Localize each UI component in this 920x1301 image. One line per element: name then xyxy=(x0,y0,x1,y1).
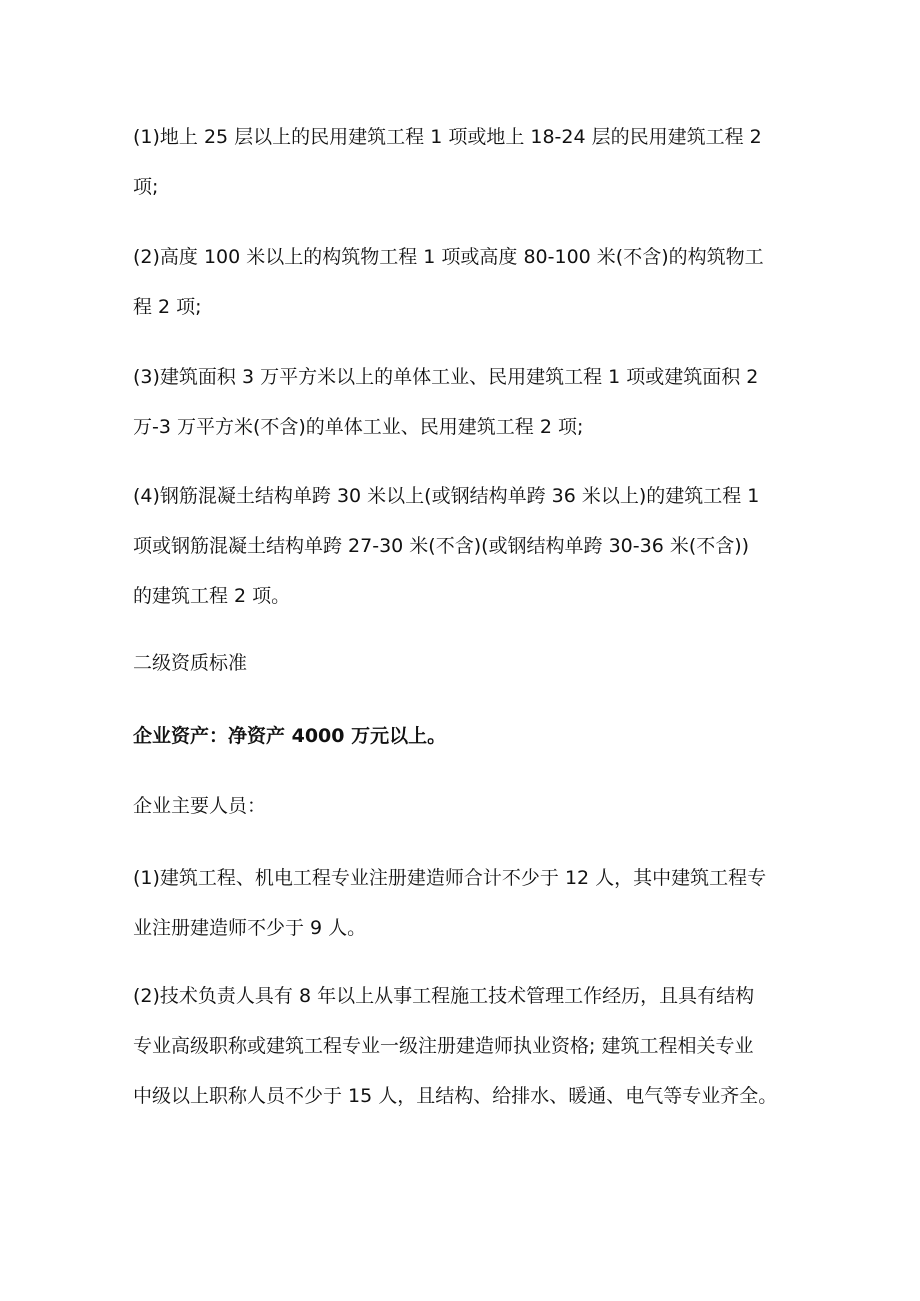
text-line: 中级以上职称人员不少于 15 人，且结构、给排水、暖通、电气等专业齐全。 xyxy=(133,1085,778,1107)
text-line: 二级资质标准 xyxy=(133,652,248,674)
section-heading xyxy=(133,638,247,688)
text-line: (3)建筑面积 3 万平方米以上的单体工业、民用建筑工程 1 项或建筑面积 2 xyxy=(133,366,759,388)
enterprise-assets xyxy=(133,711,446,761)
text-line: 业注册建造师不少于 9 人。 xyxy=(133,917,367,939)
text-line: 万-3 万平方米(不含)的单体工业、民用建筑工程 2 项; xyxy=(133,416,584,438)
text-line: 程 2 项; xyxy=(133,296,202,318)
text-line: (2)高度 100 米以上的构筑物工程 1 项或高度 80-100 米(不含)的构筑物工 xyxy=(133,246,764,268)
text-line: 企业资产：净资产 4000 万元以上。 xyxy=(133,725,447,747)
paragraph-criterion-3 xyxy=(133,352,758,452)
paragraph-criterion-1 xyxy=(133,112,762,212)
personnel-criterion-2 xyxy=(133,971,777,1121)
text-line: 的建筑工程 2 项。 xyxy=(133,585,291,607)
text-line: (2)技术负责人具有 8 年以上从事工程施工技术管理工作经历，且具有结构 xyxy=(133,985,755,1007)
text-line: (4)钢筋混凝土结构单跨 30 米以上(或钢结构单跨 36 米以上)的建筑工程 1 xyxy=(133,485,760,507)
paragraph-criterion-4 xyxy=(133,471,759,621)
text-line: 专业高级职称或建筑工程专业一级注册建造师执业资格; 建筑工程相关专业 xyxy=(133,1035,754,1057)
text-line: (1)建筑工程、机电工程专业注册建造师合计不少于 12 人，其中建筑工程专 xyxy=(133,867,767,889)
text-line: 企业主要人员： xyxy=(133,795,267,817)
text-line: 项; xyxy=(133,176,159,198)
personnel-criterion-1 xyxy=(133,853,766,953)
paragraph-criterion-2 xyxy=(133,232,764,332)
text-line: (1)地上 25 层以上的民用建筑工程 1 项或地上 18-24 层的民用建筑工程 2 xyxy=(133,126,762,148)
text-line: 项或钢筋混凝土结构单跨 27-30 米(不含)(或钢结构单跨 30-36 米(不含)) xyxy=(133,535,750,557)
key-personnel-heading xyxy=(133,781,266,831)
